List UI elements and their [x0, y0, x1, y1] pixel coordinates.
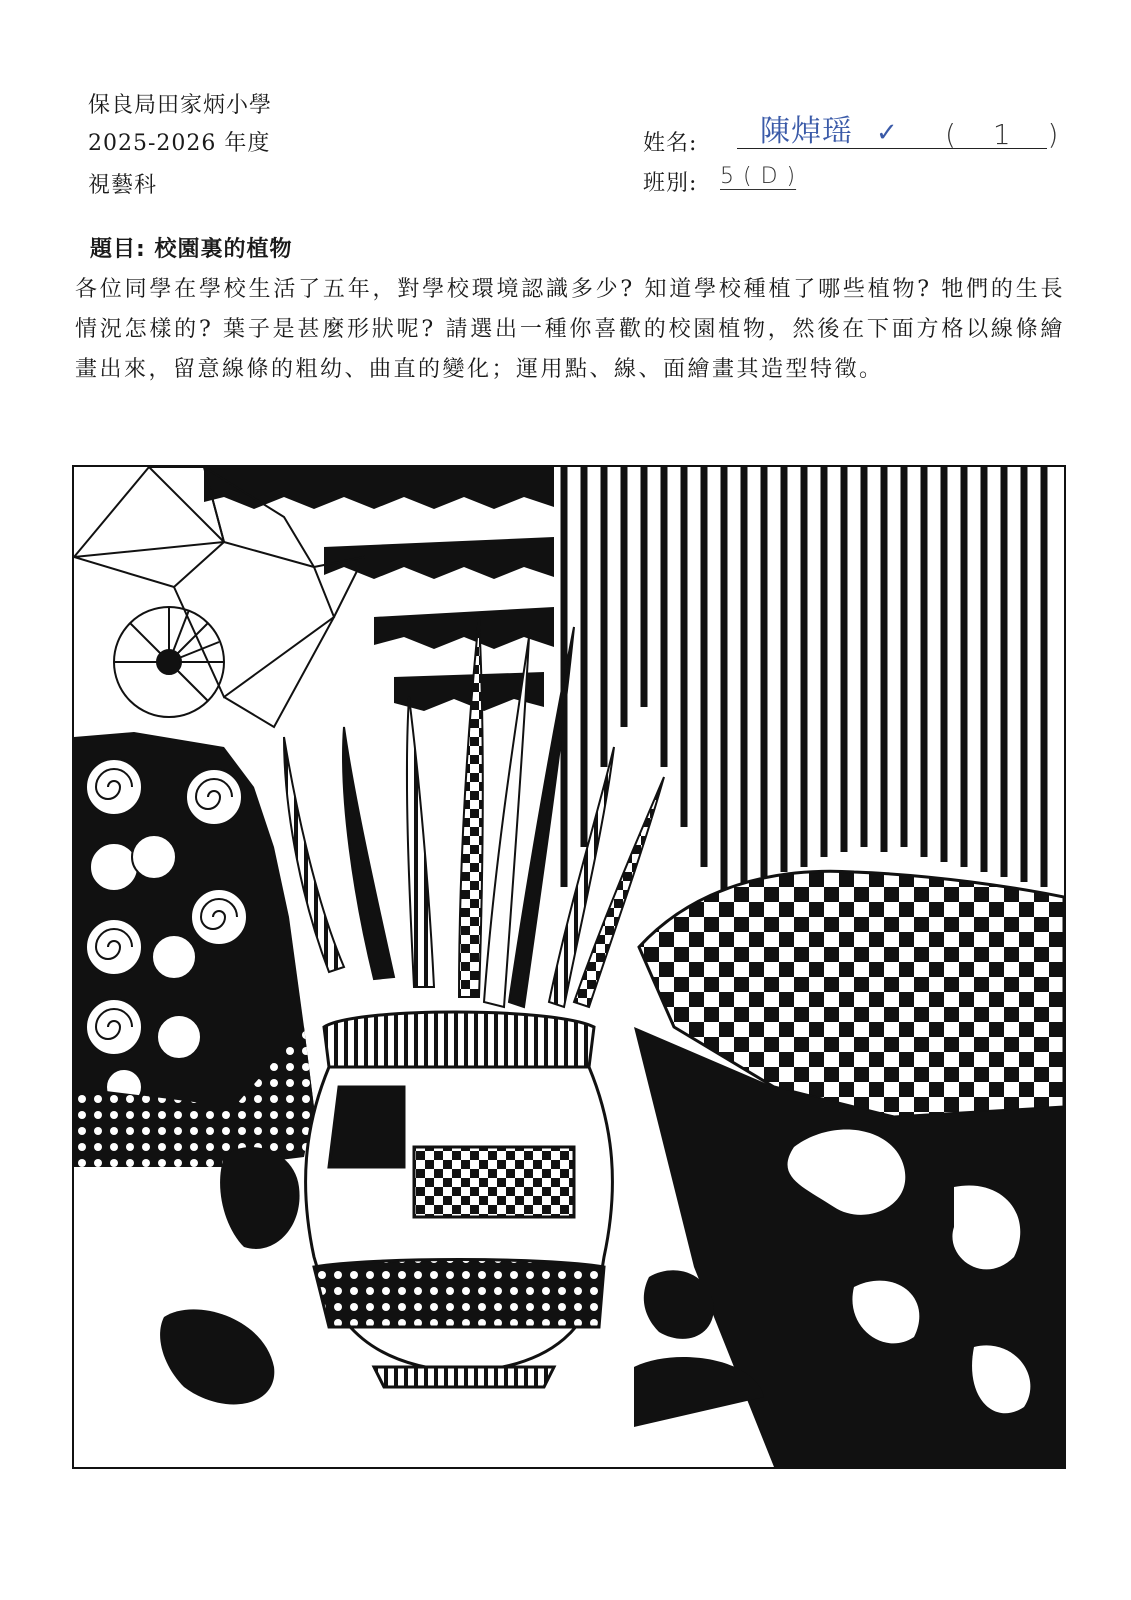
fan-circle [114, 607, 224, 717]
school-name: 保良局田家炳小學 [88, 93, 273, 118]
assignment-title: 題目: 校園裏的植物 [90, 237, 293, 262]
school-year: 2025-2026 年度 [88, 131, 271, 156]
vertical-stripes [564, 467, 1044, 897]
drawing-frame [72, 465, 1066, 1469]
name-label: 姓名: [643, 131, 698, 156]
class-label: 班別: [643, 171, 698, 196]
name-tick: ✓ [876, 118, 899, 148]
assignment-instructions: 各位同學在學校生活了五年，對學校環境認識多少? 知道學校種植了哪些植物? 牠們的生長情況怎樣的? 葉子是甚麼形狀呢? 請選出一種你喜歡的校園植物，然後在下面方格以線條繪畫出來，留意線條的粗幼、曲直的變化；運用點、線、面繪畫其造型特徵。 [75, 277, 1065, 382]
class-number: ( 1 ) [945, 118, 1073, 151]
class-value: 5 ( D ) [720, 164, 797, 189]
patterned-vase [306, 1012, 613, 1387]
student-name: 陳焯瑶 [760, 114, 853, 149]
subject-name: 視藝科 [88, 173, 158, 198]
plant-drawing [74, 467, 1064, 1467]
